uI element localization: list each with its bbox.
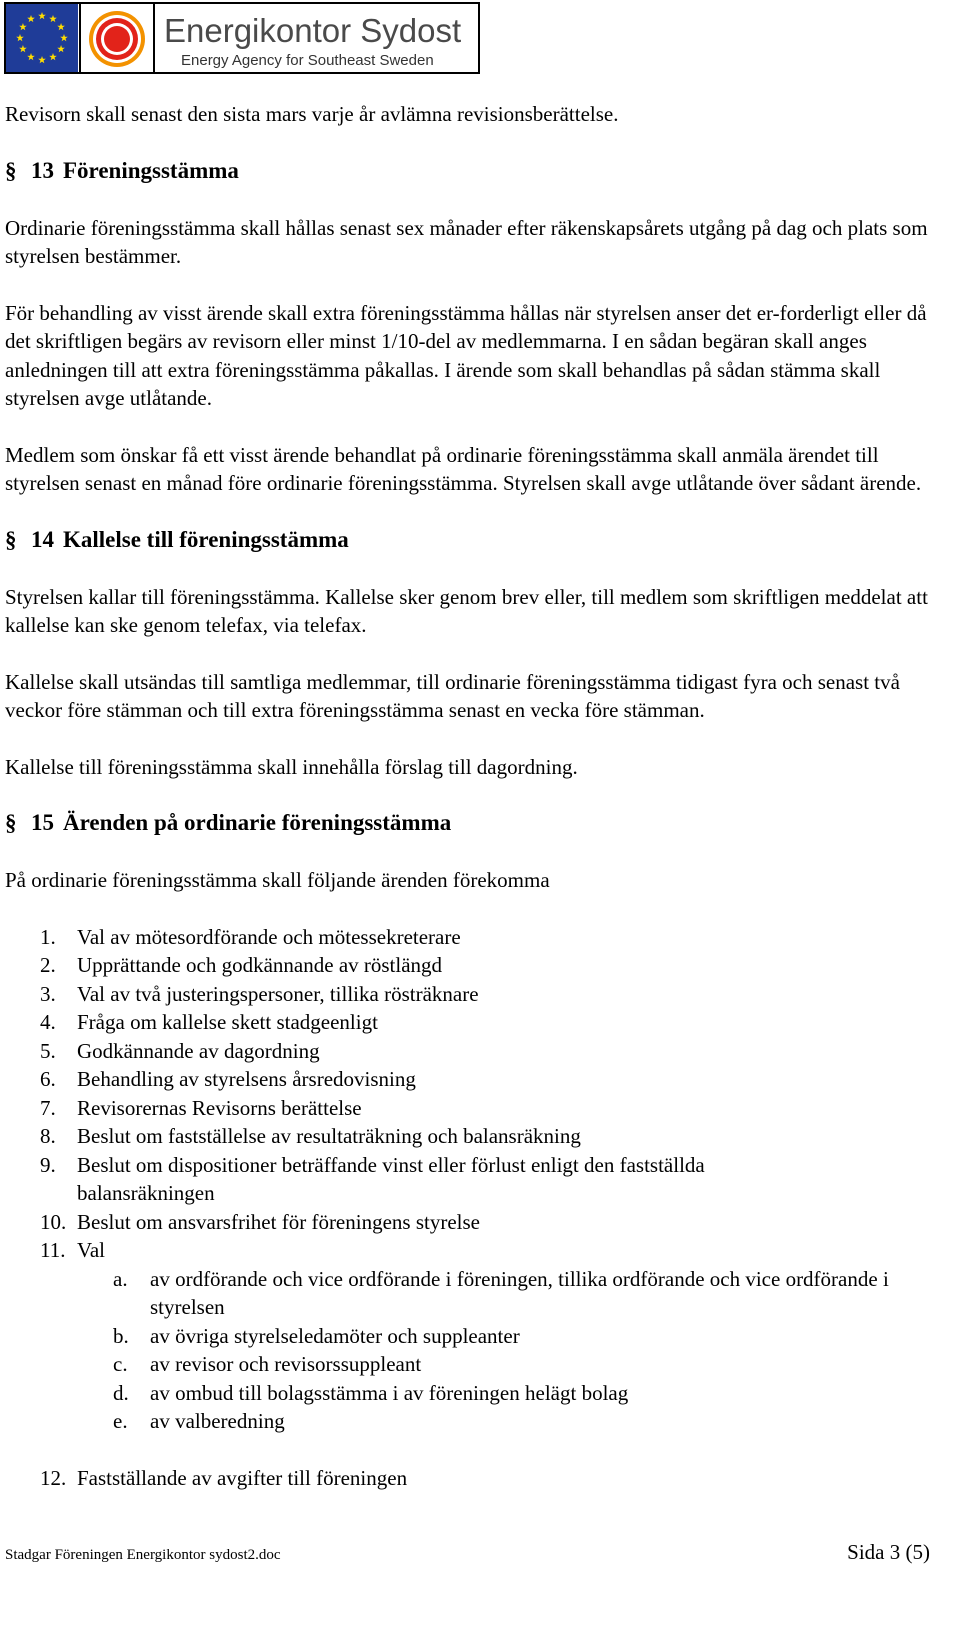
list-item (5, 1322, 955, 1351)
list-item (5, 1151, 955, 1208)
list-item (5, 1065, 955, 1094)
intro-paragraph: Revisorn skall senast den sista mars varje år avlämna revisionsberättelse. (5, 102, 619, 126)
section-14-paragraph-2: Kallelse skall utsändas till samtliga medlemmar, till ordinarie föreningsstämma tidigast fyra och senast två veckor före stämman och till extra föreningsstämma senast en vecka före stämman. (5, 669, 900, 722)
list-item-number: 8. (40, 1124, 56, 1148)
list-item (5, 1008, 955, 1037)
eu-flag-icon (6, 4, 78, 72)
list-item (5, 951, 955, 980)
list-item (5, 1379, 955, 1408)
section-number: 15 (31, 810, 54, 835)
list-item-number: 6. (40, 1067, 56, 1091)
val-sublist (5, 1265, 955, 1436)
list-item-letter: a. (113, 1266, 128, 1291)
agenda-list (5, 923, 955, 1265)
list-item-number: 4. (40, 1010, 56, 1034)
section-title: Ärenden på ordinarie föreningsstämma (63, 810, 452, 835)
list-item-number: 10. (40, 1209, 67, 1234)
list-item (5, 1037, 955, 1066)
section-15-heading (5, 808, 955, 838)
list-item-text: Val (77, 1238, 105, 1262)
list-item-text: Fastställande av avgifter till föreningen (77, 1465, 408, 1490)
section-13-heading (5, 156, 955, 186)
section-sign: § (5, 526, 17, 552)
section-14-paragraph-1: Styrelsen kallar till föreningsstämma. Kallelse sker genom brev eller, till medlem som skriftligen meddelat att kallelse kan ske genom telefax, via telefax. (5, 584, 928, 637)
list-item-text: Val av två justeringspersoner, tillika rösträknare (77, 981, 479, 1006)
list-item-number: 1. (40, 924, 56, 949)
list-item-number: 2. (40, 953, 56, 977)
list-item-number: 12. (40, 1465, 67, 1490)
list-item-number: 9. (40, 1152, 56, 1177)
document-body (5, 100, 955, 1492)
list-item-number: 5. (40, 1038, 56, 1063)
section-title: Kallelse till föreningsstämma (63, 526, 349, 552)
section-number: 13 (31, 157, 54, 183)
list-item-text: av revisor och revisorssuppleant (150, 1352, 422, 1376)
list-item-letter: e. (113, 1409, 128, 1433)
footer-page-number: Sida 3 (5) (847, 1540, 930, 1564)
list-item (5, 1122, 955, 1151)
section-13-paragraph-3: Medlem som önskar få ett visst ärende behandlat på ordinarie föreningsstämma skall anmäla ärendet till styrelsen senast en månad före ordinarie föreningsstämma. Styrelsen skall avge utlåtande över sådant ärende. (5, 442, 922, 495)
section-13-paragraph-1: Ordinarie föreningsstämma skall hållas senast sex månader efter räkenskapsårets utgång på dag och plats som styrelsen bestämmer. (5, 215, 928, 268)
list-item (5, 1265, 955, 1322)
section-number: 14 (31, 526, 54, 552)
list-item (5, 923, 955, 952)
list-item-letter: c. (113, 1352, 128, 1376)
sun-emblem-icon (89, 11, 145, 67)
list-item-number: 3. (40, 981, 56, 1006)
logo-subtitle: Energy Agency for Southeast Sweden (181, 52, 434, 69)
list-item-letter: d. (113, 1380, 129, 1405)
list-item-letter: b. (113, 1323, 129, 1348)
list-item-text: Upprättande och godkännande av röstlängd (77, 953, 443, 977)
page-footer (5, 1540, 930, 1565)
list-item-text: Beslut om fastställelse av resultaträkning och balansräkning (77, 1124, 581, 1148)
section-13-paragraph-2: För behandling av visst ärende skall extra föreningsstämma hållas när styrelsen anser det er-forderligt eller då det skriftligen begärs av revisorn eller minst 1/10-del av medlemmarna. I en sådan begäran skall anges anledningen till att extra föreningsstämma påkallas. I ärende som skall behandlas på sådan stämma skall styrelsen avge utlåtande. (5, 300, 927, 410)
list-item-text: av övriga styrelseledamöter och suppleanter (150, 1323, 520, 1348)
list-item-text: Beslut om dispositioner beträffande vinst eller förlust enligt den fastställda balansräkningen (77, 1152, 705, 1205)
footer-filename: Stadgar Föreningen Energikontor sydost2.doc (5, 1547, 281, 1563)
list-item-text: Behandling av styrelsens årsredovisning (77, 1067, 416, 1091)
list-item-text: Beslut om ansvarsfrihet för föreningens styrelse (77, 1209, 480, 1234)
list-item-number: 11. (40, 1238, 66, 1262)
energikontor-sydost-logo (4, 2, 480, 74)
list-item (5, 980, 955, 1009)
list-item-text: av valberedning (150, 1409, 285, 1433)
list-item (5, 1208, 955, 1237)
list-item-text: Godkännande av dagordning (77, 1038, 320, 1063)
section-14-paragraph-3: Kallelse till föreningsstämma skall innehålla förslag till dagordning. (5, 754, 578, 779)
list-item-text: Val av mötesordförande och mötessekreterare (77, 924, 461, 949)
list-item (5, 1094, 955, 1123)
list-item-text: av ordförande och vice ordförande i föreningen, tillika ordförande och vice ordförande i styrelsen (150, 1266, 889, 1319)
list-item-number: 7. (40, 1095, 56, 1120)
list-item-text: Revisorernas Revisorns berättelse (77, 1095, 362, 1120)
list-item (5, 1407, 955, 1436)
list-item (5, 1350, 955, 1379)
list-item (5, 1464, 955, 1493)
logo-title: Energikontor Sydost (164, 12, 462, 49)
section-title: Föreningsstämma (63, 157, 239, 183)
list-item-text: Fråga om kallelse skett stadgeenligt (77, 1010, 378, 1034)
agenda-list-continued (5, 1464, 955, 1493)
section-sign: § (5, 157, 17, 183)
list-item (5, 1236, 955, 1265)
section-14-heading (5, 525, 955, 555)
list-item-text: av ombud till bolagsstämma i av föreningen helägt bolag (150, 1380, 629, 1405)
section-sign: § (5, 810, 17, 835)
section-15-paragraph-1: På ordinarie föreningsstämma skall följande ärenden förekomma (5, 868, 550, 892)
